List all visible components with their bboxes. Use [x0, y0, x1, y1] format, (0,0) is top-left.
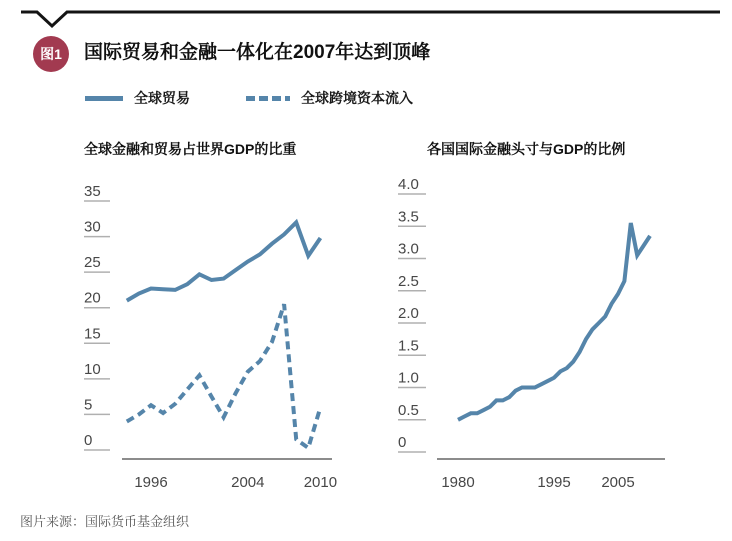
svg-text:2010: 2010 — [303, 474, 338, 491]
svg-text:1996: 1996 — [134, 474, 168, 491]
left-chart-plot — [72, 178, 352, 498]
svg-text:15: 15 — [84, 325, 101, 343]
left-chart-title: 全球金融和贸易占世界GDP的比重 — [84, 141, 297, 157]
svg-text:1995: 1995 — [537, 474, 571, 491]
svg-text:10: 10 — [84, 360, 101, 378]
source-credit: 图片来源：国际货币基金组织 — [20, 514, 190, 529]
svg-text:2.5: 2.5 — [398, 272, 419, 290]
svg-text:2004: 2004 — [231, 474, 265, 491]
svg-text:1980: 1980 — [441, 474, 475, 491]
svg-text:0: 0 — [398, 434, 407, 451]
svg-text:1.0: 1.0 — [398, 369, 419, 387]
figure-number-label: 图1 — [40, 46, 62, 62]
svg-text:20: 20 — [84, 289, 101, 307]
right-chart-title: 各国国际金融头寸与GDP的比例 — [427, 141, 626, 157]
svg-text:0.5: 0.5 — [398, 401, 419, 419]
svg-text:5: 5 — [84, 396, 93, 414]
svg-text:4.0: 4.0 — [398, 178, 419, 193]
svg-text:2005: 2005 — [601, 474, 635, 491]
svg-text:25: 25 — [84, 254, 101, 272]
legend-label-trade: 全球贸易 — [134, 90, 190, 106]
figure-title: 国际贸易和金融一体化在2007年达到顶峰 — [84, 42, 431, 63]
svg-text:3.0: 3.0 — [398, 240, 419, 258]
legend-label-capital-flows: 全球跨境资本流入 — [301, 90, 413, 106]
solid-line-swatch-icon — [85, 96, 123, 101]
svg-text:35: 35 — [84, 183, 101, 201]
svg-text:30: 30 — [84, 218, 101, 236]
right-chart-plot — [392, 178, 692, 498]
svg-text:2.0: 2.0 — [398, 305, 419, 322]
svg-text:1.5: 1.5 — [398, 337, 419, 355]
dashed-line-swatch-icon — [246, 96, 290, 101]
legend — [85, 88, 413, 108]
top-border-rule — [0, 0, 732, 32]
svg-text:3.5: 3.5 — [398, 208, 419, 226]
svg-text:0: 0 — [84, 432, 93, 449]
legend-item-trade — [85, 88, 190, 108]
figure-number-badge — [33, 36, 69, 72]
legend-item-capital-flows — [246, 88, 413, 108]
